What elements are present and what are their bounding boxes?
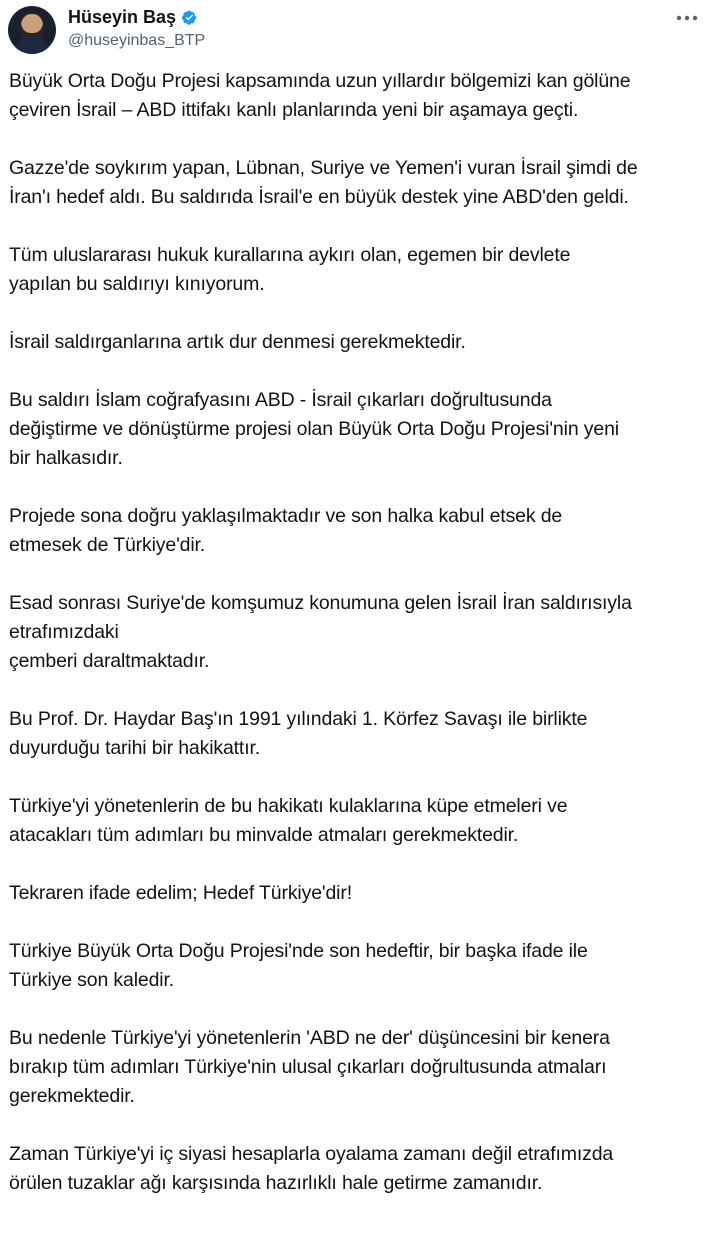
author-name-row[interactable] [68,5,199,29]
author-handle[interactable]: @huseyinbas_BTP [68,32,206,49]
tweet-paragraph: Bu Prof. Dr. Haydar Baş'ın 1991 yılındaki 1. Körfez Savaşı ile birlikte duyurduğu tarihi bir hakikattır. [9,708,588,759]
tweet-paragraph: Esad sonrası Suriye'de komşumuz konumuna gelen İsrail İran saldırısıyla etrafımızdaki çemberi daraltmaktadır. [9,592,632,672]
avatar[interactable] [8,6,56,54]
tweet-paragraph: Bu saldırı İslam coğrafyasını ABD - İsrail çıkarları doğrultusunda değiştirme ve dönüştürme projesi olan Büyük Orta Doğu Projesi'nin yeni bir halkasıdır. [9,389,619,469]
more-options-icon[interactable] [673,8,701,28]
tweet-paragraph: Projede sona doğru yaklaşılmaktadır ve son halka kabul etsek de etmesek de Türkiye'dir. [9,505,563,556]
tweet-paragraph: Zaman Türkiye'yi iç siyasi hesaplarla oyalama zamanı değil etrafımızda örülen tuzaklar ağı karşısında hazırlıklı hale getirme zamanıdır. [9,1143,614,1194]
tweet-header [8,4,707,54]
tweet-paragraph: Tekraren ifade edelim; Hedef Türkiye'dir! [9,882,352,904]
author-name[interactable]: Hüseyin Baş [68,7,177,27]
tweet-text [9,67,707,1227]
tweet-paragraph: Türkiye'yi yönetenlerin de bu hakikatı kulaklarına küpe etmeleri ve atacakları tüm adımları bu minvalde atmaları gerekmektedir. [9,795,568,846]
tweet-paragraph: Türkiye Büyük Orta Doğu Projesi'nde son hedeftir, bir başka ifade ile Türkiye son kaledir. [9,940,588,991]
tweet-paragraph: İsrail saldırganlarına artık dur denmesi gerekmektedir. [9,331,466,353]
tweet-paragraph: Büyük Orta Doğu Projesi kapsamında uzun yıllardır bölgemizi kan gölüne çeviren İsrail – ABD ittifakı kanlı planlarında yeni bir aşamaya geçti. [9,70,631,121]
verified-badge-icon [180,8,199,27]
tweet-paragraph: Gazze'de soykırım yapan, Lübnan, Suriye ve Yemen'i vuran İsrail şimdi de İran'ı hedef aldı. Bu saldırıda İsrail'e en büyük destek yine ABD'den geldi. [9,157,638,208]
tweet-paragraph: Bu nedenle Türkiye'yi yönetenlerin 'ABD ne der' düşüncesini bir kenera bırakıp tüm adımları Türkiye'nin ulusal çıkarları doğrultusunda atmaları gerekmektedir. [9,1027,610,1107]
tweet-paragraph: Tüm uluslararası hukuk kurallarına aykırı olan, egemen bir devlete yapılan bu saldırıyı kınıyorum. [9,244,571,295]
